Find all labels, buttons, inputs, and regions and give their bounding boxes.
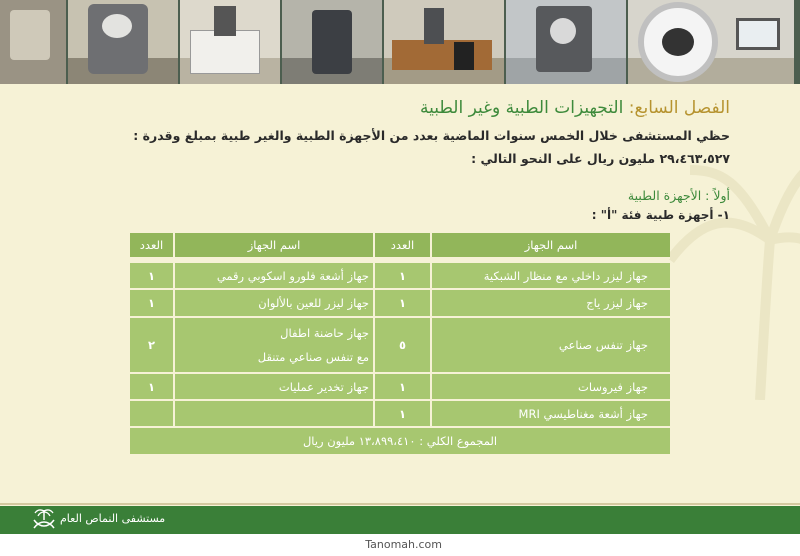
table-total-row: المجموع الكلي : ١٣،٨٩٩،٤١٠ مليون ريال (130, 428, 670, 454)
table-row (130, 263, 670, 290)
count-cell-empty (130, 401, 173, 428)
table-row (130, 290, 670, 318)
count-cell: ١ (373, 374, 430, 401)
table-row (130, 318, 670, 374)
column-header-count-2: العدد (130, 233, 173, 259)
count-cell: ١ (130, 263, 173, 290)
equipment-table (130, 233, 670, 454)
intro-paragraph: حظي المستشفى خلال الخمس سنوات الماضية بعدد من الأجهزة الطبية والغير طبية بمبلغ وقدرة : ٢٩،٤٦٣،٥٢٧ مليون ريال على النحو التالي : (133, 128, 730, 166)
device-cell: جهاز ليزر داخلي مع منظار الشبكية (430, 263, 670, 290)
equipment-photo (628, 0, 794, 84)
count-cell: ١ (373, 290, 430, 318)
site-watermark: Tanomah.com (365, 538, 442, 551)
chapter-title (420, 98, 730, 118)
device-cell: جهاز تخدير عمليات (173, 374, 373, 401)
equipment-photo (0, 0, 66, 84)
device-cell (173, 318, 373, 374)
device-cell-line: جهاز حاضنة اطفال (280, 326, 369, 340)
device-cell: جهاز ليزر ياج (430, 290, 670, 318)
device-cell: جهاز أشعة فلورو اسكوبي رقمي (173, 263, 373, 290)
equipment-photo (282, 0, 382, 84)
count-cell: ١ (373, 263, 430, 290)
saudi-emblem-icon (30, 506, 58, 534)
table-header-row (130, 233, 670, 259)
device-cell: جهاز ليزر للعين بالألوان (173, 290, 373, 318)
count-cell: ١ (130, 290, 173, 318)
palm-watermark-icon (660, 140, 800, 400)
device-cell-line: مع تنفس صناعي متنقل (257, 350, 369, 364)
column-header-count: العدد (373, 233, 430, 259)
device-cell: جهاز أشعة مغناطيسي MRI (430, 401, 670, 428)
count-cell: ٢ (130, 318, 173, 374)
table-row (130, 374, 670, 401)
column-header-device-2: اسم الجهاز (173, 233, 373, 259)
equipment-photo (180, 0, 280, 84)
equipment-photo (68, 0, 178, 84)
device-cell: جهاز فيروسات (430, 374, 670, 401)
photo-banner (0, 0, 800, 84)
chapter-heading: التجهيزات الطبية وغير الطبية (419, 98, 624, 118)
subsection-title: ١- أجهزة طبية فئة "أ" : (591, 208, 730, 222)
footer-divider (0, 503, 800, 505)
column-header-device: اسم الجهاز (430, 233, 670, 259)
section-title: أولاً : الأجهزة الطبية (627, 188, 730, 203)
count-cell: ١ (130, 374, 173, 401)
device-cell-empty (173, 401, 373, 428)
equipment-photo (384, 0, 504, 84)
chapter-prefix: الفصل السابع: (628, 98, 730, 118)
count-cell: ١ (373, 401, 430, 428)
table-row (130, 401, 670, 428)
count-cell: ٥ (373, 318, 430, 374)
equipment-photo (506, 0, 626, 84)
hospital-name: مستشفى النماص العام (60, 512, 166, 525)
device-cell: جهاز تنفس صناعي (430, 318, 670, 374)
